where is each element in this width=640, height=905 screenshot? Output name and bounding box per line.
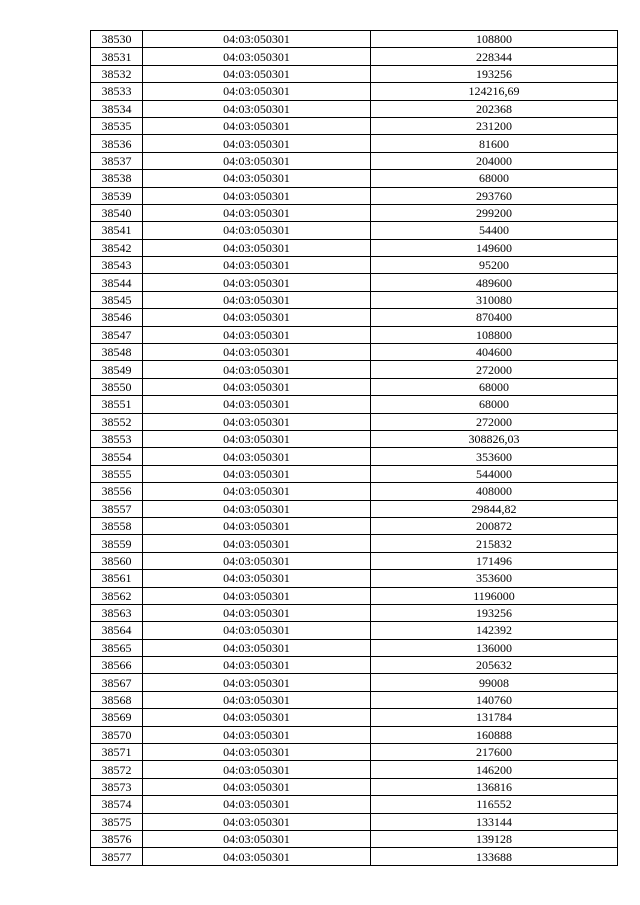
row-number-cell: 38547 bbox=[91, 326, 143, 343]
value-cell: 489600 bbox=[371, 274, 618, 291]
row-number-cell: 38568 bbox=[91, 691, 143, 708]
table-row bbox=[91, 744, 618, 761]
cadastral-code-cell: 04:03:050301 bbox=[143, 587, 371, 604]
row-number-cell: 38550 bbox=[91, 378, 143, 395]
row-number-cell: 38535 bbox=[91, 117, 143, 134]
value-cell: 193256 bbox=[371, 65, 618, 82]
table-row bbox=[91, 117, 618, 134]
row-number-cell: 38543 bbox=[91, 257, 143, 274]
table-row bbox=[91, 187, 618, 204]
value-cell: 54400 bbox=[371, 222, 618, 239]
table-row bbox=[91, 761, 618, 778]
value-cell: 95200 bbox=[371, 257, 618, 274]
row-number-cell: 38542 bbox=[91, 239, 143, 256]
cadastral-code-cell: 04:03:050301 bbox=[143, 796, 371, 813]
table-row bbox=[91, 604, 618, 621]
table-row bbox=[91, 796, 618, 813]
table-row bbox=[91, 48, 618, 65]
cadastral-code-cell: 04:03:050301 bbox=[143, 622, 371, 639]
table-row bbox=[91, 535, 618, 552]
cadastral-code-cell: 04:03:050301 bbox=[143, 135, 371, 152]
value-cell: 136816 bbox=[371, 778, 618, 795]
table-row bbox=[91, 848, 618, 865]
row-number-cell: 38561 bbox=[91, 570, 143, 587]
table-row bbox=[91, 830, 618, 847]
cadastral-code-cell: 04:03:050301 bbox=[143, 309, 371, 326]
row-number-cell: 38540 bbox=[91, 204, 143, 221]
value-cell: 116552 bbox=[371, 796, 618, 813]
cadastral-code-cell: 04:03:050301 bbox=[143, 83, 371, 100]
value-cell: 139128 bbox=[371, 830, 618, 847]
table-row bbox=[91, 587, 618, 604]
cadastral-code-cell: 04:03:050301 bbox=[143, 465, 371, 482]
cadastral-code-cell: 04:03:050301 bbox=[143, 31, 371, 48]
value-cell: 544000 bbox=[371, 465, 618, 482]
row-number-cell: 38571 bbox=[91, 744, 143, 761]
cadastral-code-cell: 04:03:050301 bbox=[143, 257, 371, 274]
cadastral-code-cell: 04:03:050301 bbox=[143, 778, 371, 795]
value-cell: 140760 bbox=[371, 691, 618, 708]
value-cell: 68000 bbox=[371, 396, 618, 413]
row-number-cell: 38546 bbox=[91, 309, 143, 326]
table-row bbox=[91, 778, 618, 795]
row-number-cell: 38548 bbox=[91, 344, 143, 361]
row-number-cell: 38576 bbox=[91, 830, 143, 847]
value-cell: 81600 bbox=[371, 135, 618, 152]
value-cell: 293760 bbox=[371, 187, 618, 204]
value-cell: 171496 bbox=[371, 552, 618, 569]
value-cell: 142392 bbox=[371, 622, 618, 639]
table-row bbox=[91, 152, 618, 169]
value-cell: 231200 bbox=[371, 117, 618, 134]
table-row bbox=[91, 517, 618, 534]
value-cell: 133688 bbox=[371, 848, 618, 865]
table-row bbox=[91, 378, 618, 395]
table-row bbox=[91, 65, 618, 82]
table-row bbox=[91, 430, 618, 447]
row-number-cell: 38532 bbox=[91, 65, 143, 82]
value-cell: 408000 bbox=[371, 483, 618, 500]
cadastral-code-cell: 04:03:050301 bbox=[143, 830, 371, 847]
row-number-cell: 38541 bbox=[91, 222, 143, 239]
value-cell: 146200 bbox=[371, 761, 618, 778]
cadastral-code-cell: 04:03:050301 bbox=[143, 48, 371, 65]
row-number-cell: 38560 bbox=[91, 552, 143, 569]
cadastral-code-cell: 04:03:050301 bbox=[143, 483, 371, 500]
table-row bbox=[91, 31, 618, 48]
table-row bbox=[91, 448, 618, 465]
table-row bbox=[91, 674, 618, 691]
cadastral-code-cell: 04:03:050301 bbox=[143, 552, 371, 569]
table-row bbox=[91, 257, 618, 274]
value-cell: 404600 bbox=[371, 344, 618, 361]
table-row bbox=[91, 726, 618, 743]
row-number-cell: 38570 bbox=[91, 726, 143, 743]
row-number-cell: 38569 bbox=[91, 709, 143, 726]
cadastral-code-cell: 04:03:050301 bbox=[143, 291, 371, 308]
data-table bbox=[90, 30, 618, 866]
row-number-cell: 38563 bbox=[91, 604, 143, 621]
value-cell: 108800 bbox=[371, 326, 618, 343]
cadastral-code-cell: 04:03:050301 bbox=[143, 222, 371, 239]
table-body bbox=[91, 31, 618, 866]
row-number-cell: 38577 bbox=[91, 848, 143, 865]
table-row bbox=[91, 691, 618, 708]
table-row bbox=[91, 361, 618, 378]
table-row bbox=[91, 204, 618, 221]
value-cell: 29844,82 bbox=[371, 500, 618, 517]
row-number-cell: 38559 bbox=[91, 535, 143, 552]
cadastral-code-cell: 04:03:050301 bbox=[143, 744, 371, 761]
cadastral-code-cell: 04:03:050301 bbox=[143, 657, 371, 674]
row-number-cell: 38549 bbox=[91, 361, 143, 378]
row-number-cell: 38556 bbox=[91, 483, 143, 500]
cadastral-code-cell: 04:03:050301 bbox=[143, 187, 371, 204]
value-cell: 202368 bbox=[371, 100, 618, 117]
row-number-cell: 38551 bbox=[91, 396, 143, 413]
value-cell: 68000 bbox=[371, 378, 618, 395]
value-cell: 217600 bbox=[371, 744, 618, 761]
row-number-cell: 38538 bbox=[91, 170, 143, 187]
value-cell: 353600 bbox=[371, 570, 618, 587]
cadastral-code-cell: 04:03:050301 bbox=[143, 448, 371, 465]
table-row bbox=[91, 483, 618, 500]
row-number-cell: 38537 bbox=[91, 152, 143, 169]
cadastral-code-cell: 04:03:050301 bbox=[143, 674, 371, 691]
row-number-cell: 38565 bbox=[91, 639, 143, 656]
table-row bbox=[91, 291, 618, 308]
cadastral-code-cell: 04:03:050301 bbox=[143, 361, 371, 378]
table-row bbox=[91, 500, 618, 517]
table-row bbox=[91, 100, 618, 117]
cadastral-code-cell: 04:03:050301 bbox=[143, 239, 371, 256]
cadastral-code-cell: 04:03:050301 bbox=[143, 430, 371, 447]
value-cell: 1196000 bbox=[371, 587, 618, 604]
cadastral-code-cell: 04:03:050301 bbox=[143, 726, 371, 743]
table-row bbox=[91, 170, 618, 187]
value-cell: 200872 bbox=[371, 517, 618, 534]
value-cell: 68000 bbox=[371, 170, 618, 187]
value-cell: 228344 bbox=[371, 48, 618, 65]
table-row bbox=[91, 465, 618, 482]
table-row bbox=[91, 657, 618, 674]
table-row bbox=[91, 622, 618, 639]
table-row bbox=[91, 813, 618, 830]
table-row bbox=[91, 83, 618, 100]
row-number-cell: 38554 bbox=[91, 448, 143, 465]
value-cell: 99008 bbox=[371, 674, 618, 691]
value-cell: 131784 bbox=[371, 709, 618, 726]
cadastral-code-cell: 04:03:050301 bbox=[143, 848, 371, 865]
value-cell: 124216,69 bbox=[371, 83, 618, 100]
value-cell: 272000 bbox=[371, 361, 618, 378]
cadastral-code-cell: 04:03:050301 bbox=[143, 204, 371, 221]
table-row bbox=[91, 222, 618, 239]
value-cell: 870400 bbox=[371, 309, 618, 326]
value-cell: 193256 bbox=[371, 604, 618, 621]
row-number-cell: 38572 bbox=[91, 761, 143, 778]
cadastral-code-cell: 04:03:050301 bbox=[143, 117, 371, 134]
cadastral-code-cell: 04:03:050301 bbox=[143, 413, 371, 430]
table-row bbox=[91, 344, 618, 361]
cadastral-code-cell: 04:03:050301 bbox=[143, 709, 371, 726]
cadastral-code-cell: 04:03:050301 bbox=[143, 500, 371, 517]
cadastral-code-cell: 04:03:050301 bbox=[143, 761, 371, 778]
value-cell: 133144 bbox=[371, 813, 618, 830]
row-number-cell: 38534 bbox=[91, 100, 143, 117]
value-cell: 215832 bbox=[371, 535, 618, 552]
row-number-cell: 38544 bbox=[91, 274, 143, 291]
cadastral-code-cell: 04:03:050301 bbox=[143, 639, 371, 656]
row-number-cell: 38566 bbox=[91, 657, 143, 674]
table-row bbox=[91, 309, 618, 326]
value-cell: 136000 bbox=[371, 639, 618, 656]
cadastral-code-cell: 04:03:050301 bbox=[143, 152, 371, 169]
table-row bbox=[91, 326, 618, 343]
row-number-cell: 38536 bbox=[91, 135, 143, 152]
value-cell: 299200 bbox=[371, 204, 618, 221]
value-cell: 204000 bbox=[371, 152, 618, 169]
row-number-cell: 38539 bbox=[91, 187, 143, 204]
row-number-cell: 38533 bbox=[91, 83, 143, 100]
table-row bbox=[91, 396, 618, 413]
table-row bbox=[91, 570, 618, 587]
value-cell: 205632 bbox=[371, 657, 618, 674]
table-row bbox=[91, 274, 618, 291]
cadastral-code-cell: 04:03:050301 bbox=[143, 813, 371, 830]
value-cell: 310080 bbox=[371, 291, 618, 308]
table-row bbox=[91, 413, 618, 430]
row-number-cell: 38555 bbox=[91, 465, 143, 482]
value-cell: 108800 bbox=[371, 31, 618, 48]
value-cell: 308826,03 bbox=[371, 430, 618, 447]
table-row bbox=[91, 709, 618, 726]
row-number-cell: 38567 bbox=[91, 674, 143, 691]
cadastral-code-cell: 04:03:050301 bbox=[143, 604, 371, 621]
row-number-cell: 38564 bbox=[91, 622, 143, 639]
value-cell: 149600 bbox=[371, 239, 618, 256]
row-number-cell: 38574 bbox=[91, 796, 143, 813]
cadastral-code-cell: 04:03:050301 bbox=[143, 344, 371, 361]
row-number-cell: 38558 bbox=[91, 517, 143, 534]
row-number-cell: 38545 bbox=[91, 291, 143, 308]
cadastral-code-cell: 04:03:050301 bbox=[143, 517, 371, 534]
table-row bbox=[91, 639, 618, 656]
cadastral-code-cell: 04:03:050301 bbox=[143, 65, 371, 82]
cadastral-code-cell: 04:03:050301 bbox=[143, 691, 371, 708]
cadastral-code-cell: 04:03:050301 bbox=[143, 535, 371, 552]
value-cell: 160888 bbox=[371, 726, 618, 743]
row-number-cell: 38557 bbox=[91, 500, 143, 517]
row-number-cell: 38573 bbox=[91, 778, 143, 795]
row-number-cell: 38531 bbox=[91, 48, 143, 65]
table-row bbox=[91, 239, 618, 256]
cadastral-code-cell: 04:03:050301 bbox=[143, 274, 371, 291]
value-cell: 353600 bbox=[371, 448, 618, 465]
cadastral-code-cell: 04:03:050301 bbox=[143, 378, 371, 395]
cadastral-code-cell: 04:03:050301 bbox=[143, 170, 371, 187]
table-row bbox=[91, 135, 618, 152]
row-number-cell: 38553 bbox=[91, 430, 143, 447]
row-number-cell: 38575 bbox=[91, 813, 143, 830]
row-number-cell: 38530 bbox=[91, 31, 143, 48]
cadastral-code-cell: 04:03:050301 bbox=[143, 326, 371, 343]
value-cell: 272000 bbox=[371, 413, 618, 430]
cadastral-code-cell: 04:03:050301 bbox=[143, 100, 371, 117]
table-row bbox=[91, 552, 618, 569]
cadastral-code-cell: 04:03:050301 bbox=[143, 570, 371, 587]
row-number-cell: 38562 bbox=[91, 587, 143, 604]
cadastral-code-cell: 04:03:050301 bbox=[143, 396, 371, 413]
row-number-cell: 38552 bbox=[91, 413, 143, 430]
